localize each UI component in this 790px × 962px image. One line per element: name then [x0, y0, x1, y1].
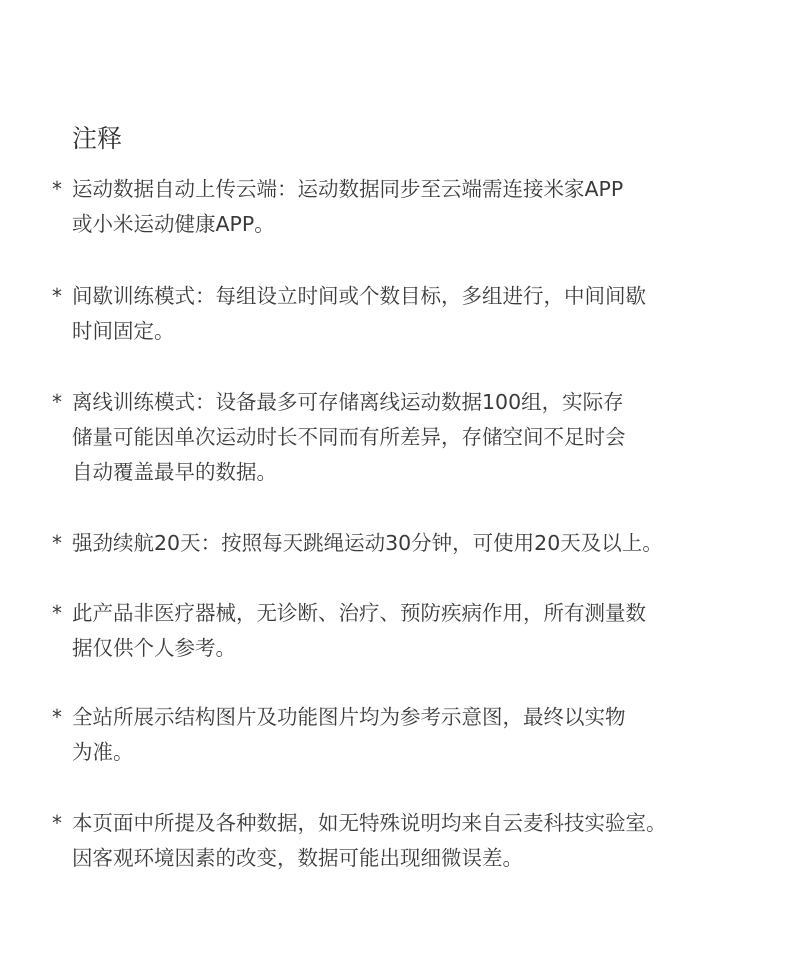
bullet-asterisk: *: [52, 811, 62, 835]
bullet-asterisk: *: [52, 390, 62, 414]
note-line: 此产品非医疗器械，无诊断、治疗、预防疾病作用，所有测量数: [72, 601, 646, 625]
note-line: 储量可能因单次运动时长不同而有所差异，存储空间不足时会: [72, 425, 626, 449]
note-line: 运动数据自动上传云端：运动数据同步至云端需连接米家APP: [72, 177, 624, 201]
bullet-asterisk: *: [52, 284, 62, 308]
note-line: 全站所展示结构图片及功能图片均为参考示意图，最终以实物: [72, 705, 626, 729]
bullet-asterisk: *: [52, 177, 62, 201]
note-line: 为准。: [72, 740, 134, 764]
note-line: 据仅供个人参考。: [72, 636, 236, 660]
bullet-asterisk: *: [52, 601, 62, 625]
note-line: 强劲续航20天：按照每天跳绳运动30分钟，可使用20天及以上。: [72, 531, 663, 555]
note-line: 或小米运动健康APP。: [72, 212, 275, 236]
note-line: 因客观环境因素的改变，数据可能出现细微误差。: [72, 846, 523, 870]
bullet-asterisk: *: [52, 531, 62, 555]
note-line: 离线训练模式：设备最多可存储离线运动数据100组，实际存: [72, 390, 624, 414]
note-line: 间歇训练模式：每组设立时间或个数目标，多组进行，中间间歇: [72, 284, 646, 308]
notes-title: 注释: [72, 124, 123, 153]
note-line: 时间固定。: [72, 319, 175, 343]
note-line: 本页面中所提及各种数据，如无特殊说明均来自云麦科技实验室。: [72, 811, 667, 835]
bullet-asterisk: *: [52, 705, 62, 729]
note-line: 自动覆盖最早的数据。: [72, 460, 277, 484]
